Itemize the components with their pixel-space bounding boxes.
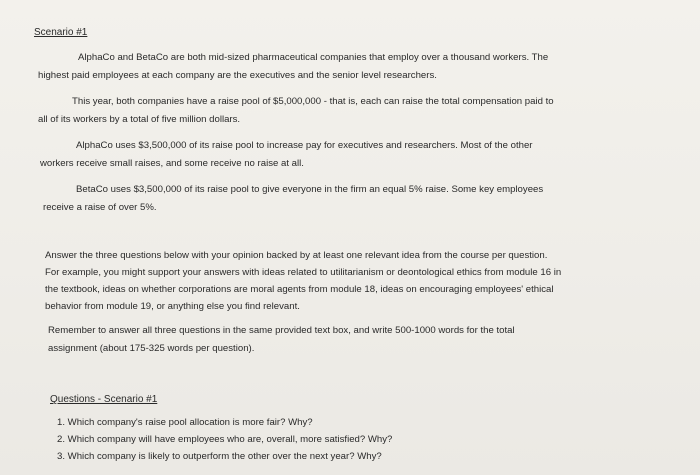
paragraph-4-line-2: receive a raise of over 5%.	[43, 202, 157, 213]
reminder-line-1: Remember to answer all three questions in the same provided text box, and write 500-1000 words for the total	[48, 325, 515, 336]
instructions-line-3: the textbook, ideas on whether corporations are moral agents from module 18, ideas on encouraging employees' ethical	[45, 284, 554, 295]
paragraph-1-line-1: AlphaCo and BetaCo are both mid-sized pharmaceutical companies that employ over a thousand workers. The	[78, 52, 549, 63]
questions-title: Questions - Scenario #1	[50, 394, 158, 405]
instructions-line-4: behavior from module 19, or anything else you find relevant.	[45, 301, 300, 312]
question-2: 2. Which company will have employees who are, overall, more satisfied? Why?	[57, 434, 393, 445]
instructions-line-2: For example, you might support your answers with ideas related to utilitarianism or deontological ethics from module 16 in	[45, 267, 562, 278]
question-1: 1. Which company's raise pool allocation is more fair? Why?	[57, 417, 313, 428]
paragraph-1-line-2: highest paid employees at each company are the executives and the senior level researchers.	[38, 70, 437, 81]
scenario-title: Scenario #1	[34, 27, 88, 38]
paragraph-4-line-1: BetaCo uses $3,500,000 of its raise pool to give everyone in the firm an equal 5% raise. Some key employees	[76, 184, 544, 195]
paragraph-2-line-2: all of its workers by a total of five million dollars.	[38, 114, 241, 125]
question-3: 3. Which company is likely to outperform the other over the next year? Why?	[57, 451, 382, 462]
paragraph-3-line-1: AlphaCo uses $3,500,000 of its raise pool to increase pay for executives and researchers. Most of the other	[76, 140, 533, 151]
paragraph-3-line-2: workers receive small raises, and some receive no raise at all.	[40, 158, 304, 169]
reminder-line-2: assignment (about 175-325 words per question).	[48, 343, 255, 354]
paragraph-2-line-1: This year, both companies have a raise pool of $5,000,000 - that is, each can raise the total compensation paid to	[72, 96, 554, 107]
instructions-line-1: Answer the three questions below with your opinion backed by at least one relevant idea from the course per question.	[45, 250, 548, 261]
